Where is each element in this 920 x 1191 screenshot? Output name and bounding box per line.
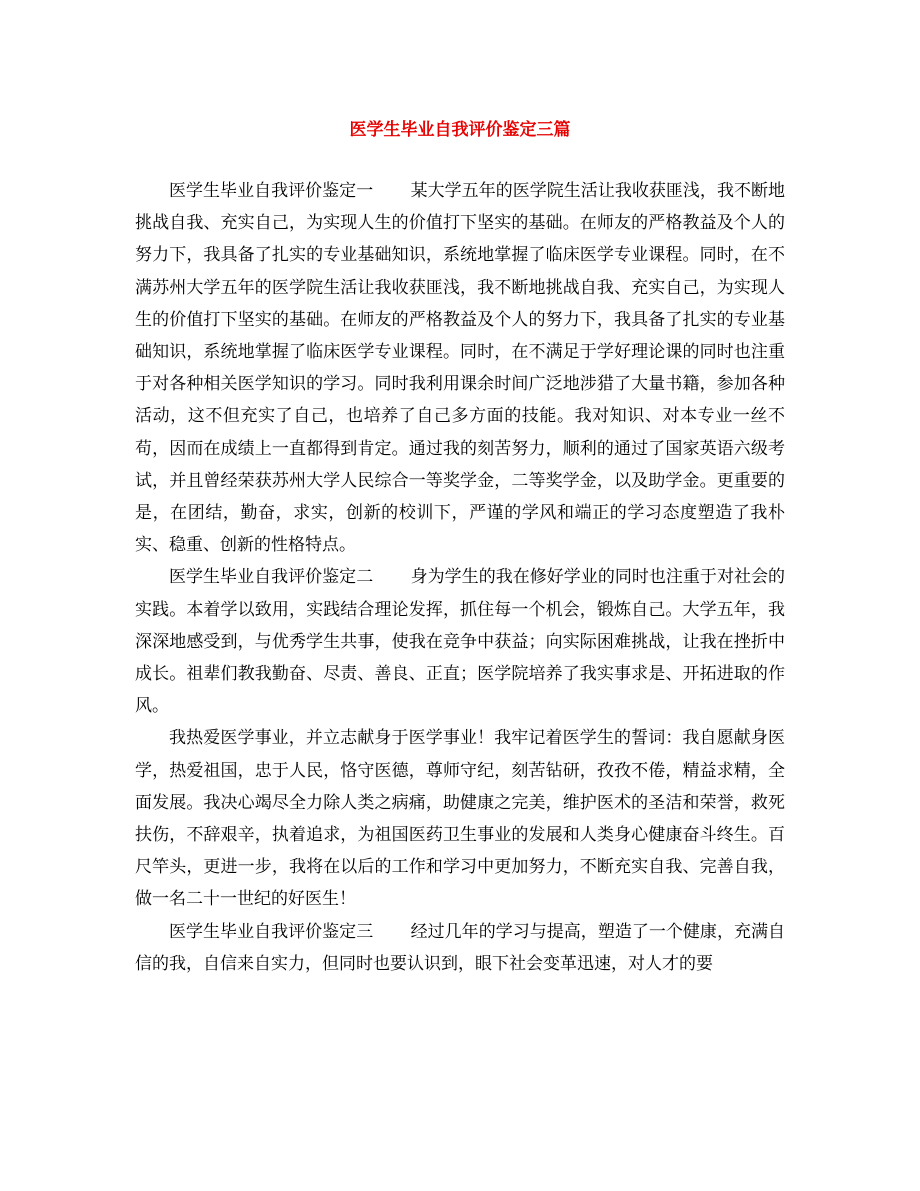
- document-body: [135, 175, 785, 980]
- paragraph-1-text: 某大学五年的医学院生活让我收获匪浅，我不断地挑战自我、充实自己，为实现人生的价值打下坚实的基础。在师友的严格教益及个人的努力下，我具备了扎实的专业基础知识，系统地掌握了临床医学专业课程。同时，在不满苏州大学五年的医学院生活让我收获匪浅，我不断地挑战自我、充实自己，为实现人生的价值打下坚实的基础。在师友的严格教益及个人的努力下，我具备了扎实的专业基础知识，系统地掌握了临床医学专业课程。同时，在不满足于学好理论课的同时也注重于对各种相关医学知识的学习。同时我利用课余时间广泛地涉猎了大量书籍，参加各种活动，这不但充实了自己，也培养了自己多方面的技能。我对知识、对本专业一丝不苟，因而在成绩上一直都得到肯定。通过我的刻苦努力，顺利的通过了国家英语六级考试，并且曾经荣获苏州大学人民综合一等奖学金，二等奖学金，以及助学金。更重要的是，在团结，勤奋，求实，创新的校训下，严谨的学风和端正的学习态度塑造了我朴实、稳重、创新的性格特点。: [135, 181, 786, 556]
- paragraph-1: [135, 175, 785, 561]
- paragraph-3: [135, 722, 785, 915]
- paragraph-3-text: 我热爱医学事业，并立志献身于医学事业！我牢记着医学生的誓词：我自愿献身医学，热爱祖国，忠于人民，恪守医德，尊师守纪，刻苦钻研，孜孜不倦，精益求精，全面发展。我决心竭尽全力除人类之病痛，助健康之完美，维护医术的圣洁和荣誉，救死扶伤，不辞艰辛，执着追求，为祖国医药卫生事业的发展和人类身心健康奋斗终生。百尺竿头，更进一步，我将在以后的工作和学习中更加努力，不断充实自我、完善自我，做一名二十一世纪的好医生！: [135, 728, 785, 910]
- paragraph-4: [135, 916, 785, 980]
- paragraph-1-heading: 医学生毕业自我评价鉴定一: [169, 181, 374, 201]
- paragraph-2: [135, 561, 785, 722]
- paragraph-2-text: 身为学生的我在修好学业的同时也注重于对社会的实践。本着学以致用，实践结合理论发挥，抓住每一个机会，锻炼自己。大学五年，我深深地感受到，与优秀学生共事，使我在竞争中获益；向实际困难挑战，让我在挫折中成长。祖辈们教我勤奋、尽责、善良、正直；医学院培养了我实事求是、开拓进取的作风。: [135, 567, 786, 717]
- paragraph-4-text: 经过几年的学习与提高，塑造了一个健康，充满自信的我，自信来自实力，但同时也要认识到，眼下社会变革迅速，对人才的要: [135, 921, 786, 974]
- paragraph-2-heading: 医学生毕业自我评价鉴定二: [169, 567, 374, 588]
- paragraph-4-heading: 医学生毕业自我评价鉴定三: [169, 921, 374, 942]
- document-title: 医学生毕业自我评价鉴定三篇: [349, 120, 571, 140]
